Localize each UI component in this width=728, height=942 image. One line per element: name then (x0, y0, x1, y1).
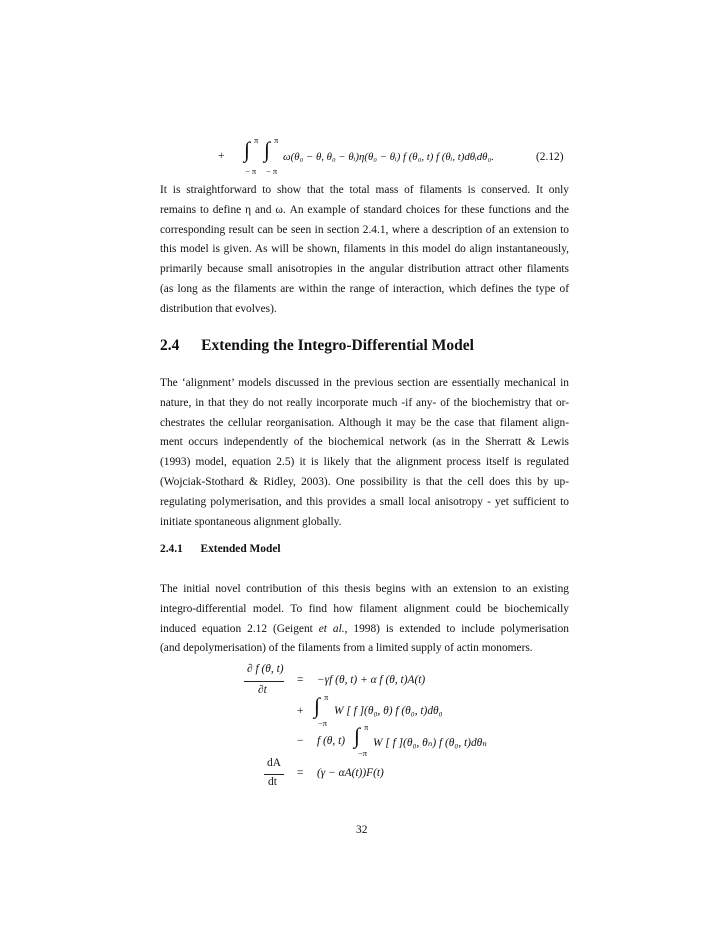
text-line: ment occurs independently of the biochemical network (as in the Sherratt & Lewis (160, 436, 569, 449)
lhs2-numerator: dA (267, 757, 281, 769)
text-line: this model is given. As will be shown, filaments in this model do align instantaneously, (160, 243, 569, 256)
text-line: primarily because small anisotropies in the angular distribution attract other filaments (160, 263, 569, 276)
integral-sign-3: ∫ (314, 693, 321, 718)
text-line: (Wojciak-Stothard & Ridley, 2003). One possibility is that the cell does this by up- (160, 475, 569, 488)
text-line: integro-differential model. To find how filament alignment could be biochemically (160, 602, 569, 615)
integral-4-upper: π (364, 722, 369, 732)
integral-sign-2: ∫ (264, 137, 271, 162)
lhs1-numerator: ∂ f (θ, t) (247, 663, 284, 675)
integral-2-lower: − π (266, 166, 278, 176)
text-line: regulating polymerisation, and this provides a small local anisotropy - yet sufficient to (160, 495, 569, 508)
section-heading (160, 337, 474, 355)
text-line: induced equation 2.12 (Geigent et al., 1998) is extended to include polymerisation (160, 622, 569, 635)
text-line: distribution that evolves). (160, 302, 277, 315)
text-line: corresponding result can be seen in section 2.4.1, where a description of an extension to (160, 223, 569, 236)
text-line: nature, in that they do not really incorporate much -if any- of the biochemistry that or- (160, 396, 569, 409)
paragraph-alignment-models (160, 374, 569, 532)
section-number: 2.4 (160, 337, 180, 354)
text-line: remains to define η and ω. An example of standard choices for these functions and the (160, 203, 569, 216)
text-line: initiate spontaneous alignment globally. (160, 515, 342, 528)
integral-1-upper: π (254, 135, 259, 145)
equals-sign-2: = (297, 767, 304, 779)
text-line: (as long as the filaments are within the range of interaction, which defines the type of (160, 282, 569, 295)
rhs-term-3-prefactor: f (θ, t) (317, 735, 346, 747)
equals-sign-1: = (297, 674, 304, 686)
subsection-heading (160, 543, 281, 555)
eq212-number: (2.12) (536, 151, 564, 163)
text-line: (1993) model, equation 2.5) it is likely that the alignment process itself is regulated (160, 456, 569, 469)
integral-2-upper: π (274, 135, 279, 145)
integral-3-upper: π (324, 692, 329, 702)
section-title: Extending the Integro-Differential Model (201, 337, 474, 354)
text-line: The ‘alignment’ models discussed in the previous section are essentially mechanical in (160, 377, 569, 389)
integral-sign-4: ∫ (354, 723, 361, 748)
integral-sign-1: ∫ (244, 137, 251, 162)
text-line: It is straightforward to show that the total mass of filaments is conserved. It only (160, 184, 569, 196)
plus-sign: + (297, 705, 304, 717)
rhs-term-1: −γf (θ, t) + α f (θ, t)A(t) (317, 674, 426, 686)
paragraph-extended-model (160, 580, 569, 659)
lhs2-denominator: dt (268, 776, 277, 788)
text-line: chestrates the cellular reorganisation. Although it may be the case that filament align- (160, 416, 569, 429)
eq212-plus: + (218, 150, 225, 162)
rhs-term-2: W [ f ](θ₀, θ) f (θ₀, t)dθ₀ (334, 705, 443, 717)
lhs1-denominator: ∂t (258, 684, 267, 696)
et-al-italic: et al. (318, 622, 345, 635)
subsection-title: Extended Model (200, 543, 281, 555)
eq212-body: ω(θ₀ − θ, θ₀ − θᵢ)η(θ₀ − θᵢ) f (θ₀, t) f (θᵢ, t)dθᵢdθ₀. (283, 151, 494, 163)
integral-1-lower: − π (245, 166, 257, 176)
minus-sign: − (297, 735, 304, 747)
rhs-term-4: (γ − αA(t))F(t) (317, 767, 384, 779)
fraction-bar-2 (264, 774, 284, 775)
paragraph-mass-conservation (160, 181, 569, 320)
fraction-bar-1 (244, 681, 284, 682)
page-number: 32 (356, 824, 368, 836)
integral-3-lower: −π (318, 718, 328, 728)
integral-4-lower: −π (358, 748, 368, 758)
text-line: (and depolymerisation) of the filaments from a limited supply of actin monomers. (160, 642, 533, 655)
subsection-number: 2.4.1 (160, 543, 183, 555)
rhs-term-3: W [ f ](θ₀, θₙ) f (θ₀, t)dθₙ (373, 737, 487, 749)
text-line: The initial novel contribution of this thesis begins with an extension to an existing (160, 583, 569, 595)
